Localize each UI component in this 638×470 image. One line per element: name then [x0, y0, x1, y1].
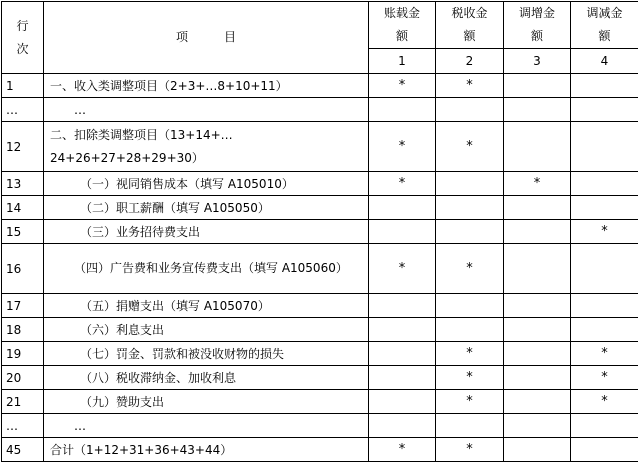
cell-decrease — [571, 438, 638, 462]
row-item: （六）利息支出 — [44, 318, 369, 342]
header-book-amount: 账载金额 — [369, 2, 436, 49]
row-number: 18 — [2, 318, 44, 342]
cell-tax: * — [436, 122, 504, 172]
table-row — [2, 122, 638, 172]
row-number: 19 — [2, 342, 44, 366]
table-row — [2, 244, 638, 294]
row-item: … — [44, 414, 369, 438]
cell-book — [369, 220, 436, 244]
row-number: 16 — [2, 244, 44, 294]
cell-decrease — [571, 414, 638, 438]
row-item: 合计（1+12+31+36+43+44） — [44, 438, 369, 462]
table-row — [2, 366, 638, 390]
cell-book — [369, 294, 436, 318]
cell-book — [369, 366, 436, 390]
row-number: 20 — [2, 366, 44, 390]
row-number: 14 — [2, 196, 44, 220]
table-row — [2, 414, 638, 438]
cell-increase — [504, 318, 571, 342]
cell-book — [369, 98, 436, 122]
table-row — [2, 294, 638, 318]
table-row — [2, 390, 638, 414]
cell-increase — [504, 342, 571, 366]
cell-increase — [504, 390, 571, 414]
row-item: （五）捐赠支出（填写 A105070） — [44, 294, 369, 318]
table-row — [2, 172, 638, 196]
cell-book — [369, 390, 436, 414]
cell-decrease — [571, 74, 638, 98]
tax-adjustment-table — [1, 1, 638, 462]
cell-book — [369, 196, 436, 220]
cell-increase — [504, 220, 571, 244]
cell-decrease: * — [571, 366, 638, 390]
header-decrease-amount: 调减金额 — [571, 2, 638, 49]
cell-increase — [504, 294, 571, 318]
cell-decrease — [571, 172, 638, 196]
cell-decrease — [571, 98, 638, 122]
cell-book — [369, 414, 436, 438]
cell-increase — [504, 366, 571, 390]
cell-decrease — [571, 294, 638, 318]
cell-increase — [504, 122, 571, 172]
cell-decrease: * — [571, 342, 638, 366]
cell-tax: * — [436, 244, 504, 294]
row-number: 1 — [2, 74, 44, 98]
table-row — [2, 98, 638, 122]
row-item: 二、扣除类调整项目（13+14+…24+26+27+28+29+30） — [44, 122, 369, 172]
row-number: 15 — [2, 220, 44, 244]
cell-tax — [436, 98, 504, 122]
cell-tax: * — [436, 438, 504, 462]
cell-decrease — [571, 244, 638, 294]
row-number: … — [2, 98, 44, 122]
cell-decrease — [571, 196, 638, 220]
table-row — [2, 342, 638, 366]
row-item: （二）职工薪酬（填写 A105050） — [44, 196, 369, 220]
col-number-2: 2 — [436, 49, 504, 74]
cell-decrease: * — [571, 390, 638, 414]
table-row — [2, 220, 638, 244]
cell-tax — [436, 172, 504, 196]
row-item: （八）税收滞纳金、加收利息 — [44, 366, 369, 390]
cell-tax — [436, 294, 504, 318]
row-item: 一、收入类调整项目（2+3+…8+10+11） — [44, 74, 369, 98]
cell-tax — [436, 318, 504, 342]
table-row — [2, 74, 638, 98]
cell-tax: * — [436, 366, 504, 390]
cell-book: * — [369, 122, 436, 172]
col-number-4: 4 — [571, 49, 638, 74]
cell-book — [369, 342, 436, 366]
row-item: （七）罚金、罚款和被没收财物的损失 — [44, 342, 369, 366]
row-number: … — [2, 414, 44, 438]
cell-increase — [504, 414, 571, 438]
col-number-1: 1 — [369, 49, 436, 74]
cell-book: * — [369, 244, 436, 294]
cell-book: * — [369, 172, 436, 196]
header-increase-amount: 调增金额 — [504, 2, 571, 49]
table-row — [2, 318, 638, 342]
cell-tax: * — [436, 74, 504, 98]
row-item: … — [44, 98, 369, 122]
cell-tax — [436, 220, 504, 244]
cell-decrease: * — [571, 220, 638, 244]
cell-tax: * — [436, 390, 504, 414]
cell-book: * — [369, 74, 436, 98]
header-row-number: 行次 — [2, 2, 44, 74]
cell-book — [369, 318, 436, 342]
cell-increase — [504, 98, 571, 122]
row-item: （三）业务招待费支出 — [44, 220, 369, 244]
cell-increase — [504, 196, 571, 220]
row-number: 45 — [2, 438, 44, 462]
cell-book: * — [369, 438, 436, 462]
row-number: 17 — [2, 294, 44, 318]
col-number-3: 3 — [504, 49, 571, 74]
row-number: 21 — [2, 390, 44, 414]
table-row-total — [2, 438, 638, 462]
cell-decrease — [571, 318, 638, 342]
cell-decrease — [571, 122, 638, 172]
cell-increase: * — [504, 172, 571, 196]
cell-increase — [504, 244, 571, 294]
cell-increase — [504, 438, 571, 462]
header-row — [2, 2, 638, 49]
cell-tax — [436, 414, 504, 438]
row-item: （九）赞助支出 — [44, 390, 369, 414]
table-row — [2, 196, 638, 220]
cell-increase — [504, 74, 571, 98]
cell-tax — [436, 196, 504, 220]
row-item: （一）视同销售成本（填写 A105010） — [44, 172, 369, 196]
row-item: （四）广告费和业务宣传费支出（填写 A105060） — [44, 244, 369, 294]
cell-tax: * — [436, 342, 504, 366]
header-tax-amount: 税收金额 — [436, 2, 504, 49]
row-number: 12 — [2, 122, 44, 172]
header-item: 项 目 — [44, 2, 369, 74]
row-number: 13 — [2, 172, 44, 196]
